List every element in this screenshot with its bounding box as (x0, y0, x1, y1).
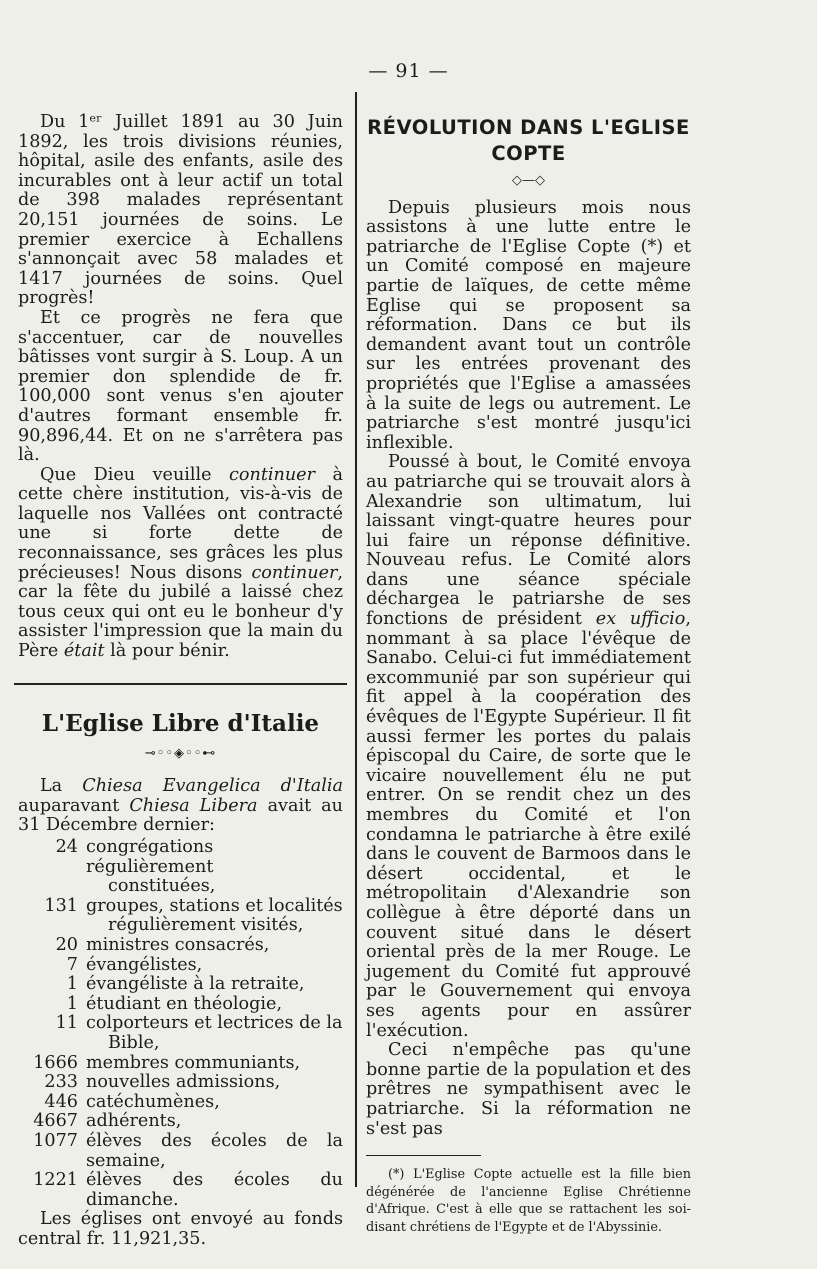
que-dieu-paragraph: Que Dieu veuille continuer à cette chère institution, vis-à-vis de laquelle nos Vallées ont contracté une si forte dette de reconnaissance, ses grâces les plus précieuses! Nous disons continuer, car la fête du jubilé a laissé chez tous ceux qui ont eu le bonheur d'y assister l'impression que la main du Père était là pour bénir. (18, 464, 343, 662)
article-title: RÉVOLUTION DANS L'EGLISE COPTE (367, 116, 690, 165)
section-intro: La Chiesa Evangelica d'Italia auparavant Chiesa Libera avait au 31 Décembre dernier: (18, 776, 344, 836)
article-paragraph-2: Poussé à bout, le Comité envoya au patriarche qui se trouvait alors à Alexandrie son ultimatum, lui laissant vingt-quatre heures pour lui faire un réponse définitive. Nouveau refus. Le Comité alors dans une séance spéciale déchargea le patriarshe de ses fonctions de président ex ufficio, nommant à sa place l'évêque de Sanabo. Celui-ci fut immédiatement excommunié par son supérieur qui fit appel à la coopération des évêques de l'Egypte Supérieur. Il fit aussi fermer les portes du palais épiscopal du Caire, de sorte que le vicaire nouvellement élu ne put entrer. On se rendit chez un des membres du Comité et l'on condamna le patriarche à être exilé dans le couvent de Barmoos dans le désert occidental, et le métropolitain d'Alexandrie son collègue à être déporté dans un couvent situé dans le désert oriental près de la mer Rouge. Le jugement du Comité fut approuvé par le Gouvernement qui envoya ses agents pour en assûrer l'exécution. (366, 452, 691, 1041)
stat-row: 1 évangéliste à la retraite, (66, 974, 305, 995)
stat-row: 1077 élèves des écoles de la semaine, (33, 1130, 343, 1171)
footnote-rule (366, 1155, 481, 1156)
stat-row: 446 catéchumènes, (44, 1091, 220, 1112)
stat-row: 20 ministres consacrés, (55, 934, 270, 955)
right-column (366, 113, 691, 1236)
stat-row: 7 évangélistes, (66, 954, 203, 975)
footnote: (*) L'Eglise Copte actuelle est la fille bien dégénérée de l'ancienne Eglise Chrétienne d'Afrique. C'est à elle que se rattachent les soi-disant chrétiens de l'Egypte et de l'Abyssinie. (366, 1167, 691, 1235)
stat-row: 1666 membres communiants, (33, 1052, 301, 1073)
stat-row: 233 nouvelles admissions, (44, 1072, 281, 1093)
closing-paragraph: Les églises ont envoyé au fonds central fr. 11,921,35. (18, 1209, 343, 1249)
intro-paragraph-1: Du 1ᵉʳ Juillet 1891 au 30 Juin 1892, les trois divisions réunies, hôpital, asile des enfants, asile des incurables ont à leur actif un total de 398 malades représentant 20,151 journées de soins. Le premier exercice à Echallens s'annonçait avec 58 malades et 1417 journées de soins. Quel progrès! (18, 112, 343, 309)
intro-paragraph-2: Et ce progrès ne fera que s'accentuer, car de nouvelles bâtisses vont surgir à S. Loup. A un premier don splendide de fr. 100,000 sont venus s'en ajouter d'autres formant ensemble fr. 90,896,44. Et on ne s'arrêtera pas là. (18, 307, 343, 466)
stat-row: 24 congrégations régulièrement constituées, (55, 837, 216, 897)
column-divider (355, 92, 357, 1187)
stat-row: 1221 élèves des écoles du dimanche. (33, 1170, 343, 1210)
article-paragraph-3: Ceci n'empêche pas qu'une bonne partie de la population et des prêtres ne sympathisent avec le patriarche. Si la réformation ne s'est pas (366, 1040, 691, 1139)
title-ornament: ◇—◇ (512, 173, 545, 188)
left-column (18, 113, 343, 1249)
stat-row: 4667 adhérents, (33, 1111, 182, 1132)
stat-row: 131 groupes, stations et localités régulièrement visités, (44, 895, 343, 936)
article-paragraph-1: Depuis plusieurs mois nous assistons à une lutte entre le patriarche de l'Eglise Copte (*) et un Comité composé en majeure partie de laïques, de cette même Eglise qui se proposent sa réformation. Dans ce but ils demandent avant tout un contrôle sur les entrées provenant des propriétés que l'Eglise a amassées à la suite de legs ou autrement. Le patriarche s'est montré jusqu'ici inflexible. (366, 197, 691, 453)
section-ornament: ⊸◦◦◈◦◦⊷ (144, 745, 217, 761)
section-rule (14, 683, 347, 685)
statistics-list (18, 838, 343, 1210)
page-number: — 91 — (368, 60, 449, 82)
stat-row: 11 colporteurs et lectrices de la Bible, (55, 1013, 343, 1053)
stat-row: 1 étudiant en théologie, (66, 993, 283, 1014)
section-title: L'Eglise Libre d'Italie (41, 709, 320, 737)
